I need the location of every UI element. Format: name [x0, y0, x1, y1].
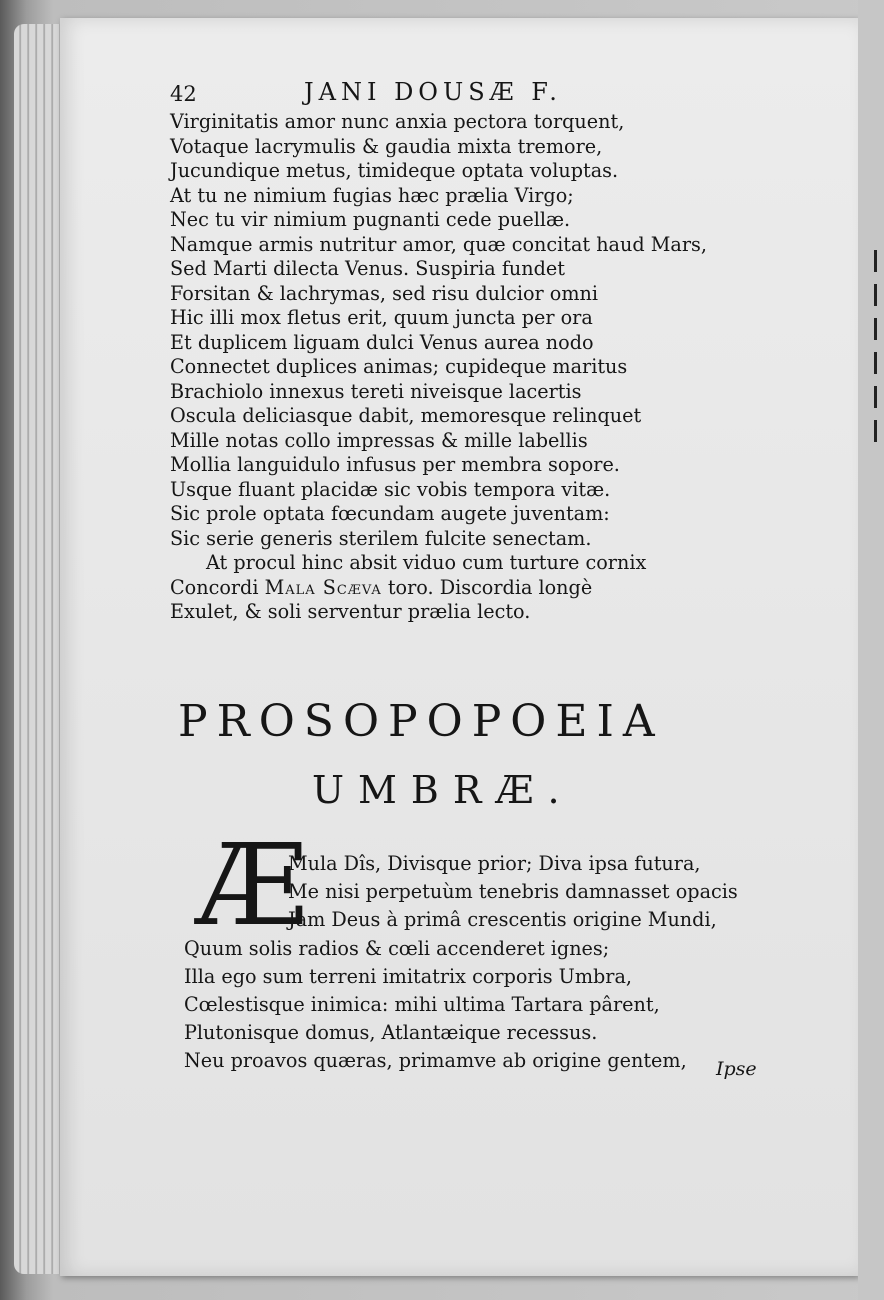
closing-line-3: Exulet, & soli serventur prælia lecto. — [170, 600, 531, 623]
poem-line: Quum solis radios & cœli accenderet ignes; — [184, 936, 610, 960]
verse-block — [170, 110, 707, 625]
facing-page-marks — [874, 250, 884, 454]
facing-page-strip — [858, 0, 884, 1300]
verse-line: Forsitan & lachrymas, sed risu dulcior omni — [170, 281, 599, 305]
section-title-line-2: UMBRÆ. — [312, 768, 574, 812]
poem-line: Me nisi perpetuùm tenebris damnasset opacis — [288, 880, 738, 904]
poem-line: Neu proavos quæras, primamve ab origine gentem, — [184, 1049, 687, 1073]
verse-line: Oscula deliciasque dabit, memoresque relinquet — [170, 404, 642, 427]
verse-line: Jucundique metus, timideque optata voluptas. — [170, 159, 619, 182]
section-title-line-1: PROSOPOPOEIA — [178, 696, 664, 747]
page-number: 42 — [170, 82, 197, 106]
closing-line-1: At procul hinc absit viduo cum turture cornix — [206, 551, 647, 574]
verse-line: Votaque lacrymulis & gaudia mixta tremore, — [170, 134, 603, 158]
poem-line: Plutonisque domus, Atlantæique recessus. — [184, 1021, 598, 1045]
verse-line: Usque fluant placidæ sic vobis tempora vitæ. — [170, 477, 611, 501]
verse-line: Et duplicem liguam dulci Venus aurea nodo — [170, 330, 594, 354]
verse-line: Virginitatis amor nunc anxia pectora torquent, — [170, 110, 625, 133]
verse-line: Brachiolo innexus tereti niveisque lacertis — [170, 379, 582, 403]
closing-line-2-start: Concordi — [170, 575, 265, 599]
poem-block — [184, 850, 738, 1076]
verse-line: Namque armis nutritur amor, quæ concitat haud Mars, — [170, 232, 707, 256]
verse-line: At tu ne nimium fugias hæc prælia Virgo; — [170, 183, 574, 207]
verse-line: Sic prole optata fœcundam augete juventam: — [170, 502, 610, 525]
poem-line: Jam Deus à primâ crescentis origine Mundi, — [288, 908, 717, 932]
poem-line: Mula Dîs, Divisque prior; Diva ipsa futura, — [288, 852, 701, 875]
verse-line: Sic serie generis sterilem fulcite senectam. — [170, 526, 592, 550]
poem-line: Cœlestisque inimica: mihi ultima Tartara pârent, — [184, 993, 660, 1017]
catchword: Ipse — [716, 1058, 757, 1080]
verse-line: Nec tu vir nimium pugnanti cede puellæ. — [170, 208, 571, 231]
page-edges — [14, 24, 66, 1274]
closing-smallcaps-name: Mala Scæva — [264, 575, 382, 599]
verse-line: Connectet duplices animas; cupideque maritus — [170, 355, 628, 378]
verse-line: Mille notas collo impressas & mille labellis — [170, 428, 588, 452]
poem-line: Illa ego sum terreni imitatrix corporis Umbra, — [184, 964, 633, 988]
verse-line: Sed Marti dilecta Venus. Suspiria fundet — [170, 257, 565, 280]
closing-line-2-end: toro. Discordia longè — [381, 575, 593, 599]
closing-line-2 — [170, 576, 707, 601]
verse-line: Hic illi mox fletus erit, quum juncta per ora — [170, 306, 593, 329]
verse-line: Mollia languidulo infusus per membra sopore. — [170, 453, 620, 476]
drop-cap: Æ — [196, 821, 309, 951]
running-title: JANI DOUSÆ F. — [304, 78, 562, 106]
